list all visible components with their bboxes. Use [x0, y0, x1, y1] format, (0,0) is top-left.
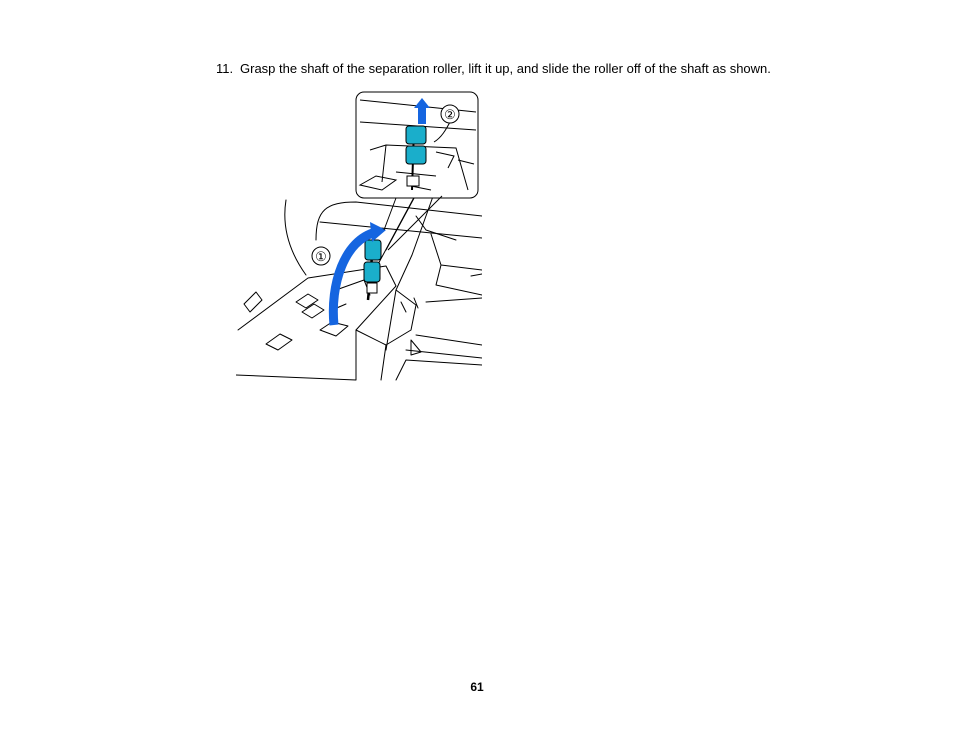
callout-2-label: ②	[444, 107, 456, 122]
separation-roller-step1	[364, 235, 381, 300]
callout-1	[312, 247, 330, 265]
scanner-top-cover	[316, 202, 482, 240]
slide-off-arrow-icon	[418, 106, 426, 124]
step-number: 11.	[216, 61, 234, 76]
inset-detail-box	[356, 92, 478, 198]
callout-2	[441, 105, 459, 123]
callout-1-label: ①	[315, 249, 327, 264]
step-text: Grasp the shaft of the separation roller, lift it up, and slide the roller off of the shaft as shown.	[240, 61, 771, 76]
separation-roller-illustration	[236, 90, 482, 382]
page-number: 61	[470, 680, 484, 694]
step-instruction	[216, 61, 771, 77]
scanner-body-outline	[285, 200, 306, 275]
